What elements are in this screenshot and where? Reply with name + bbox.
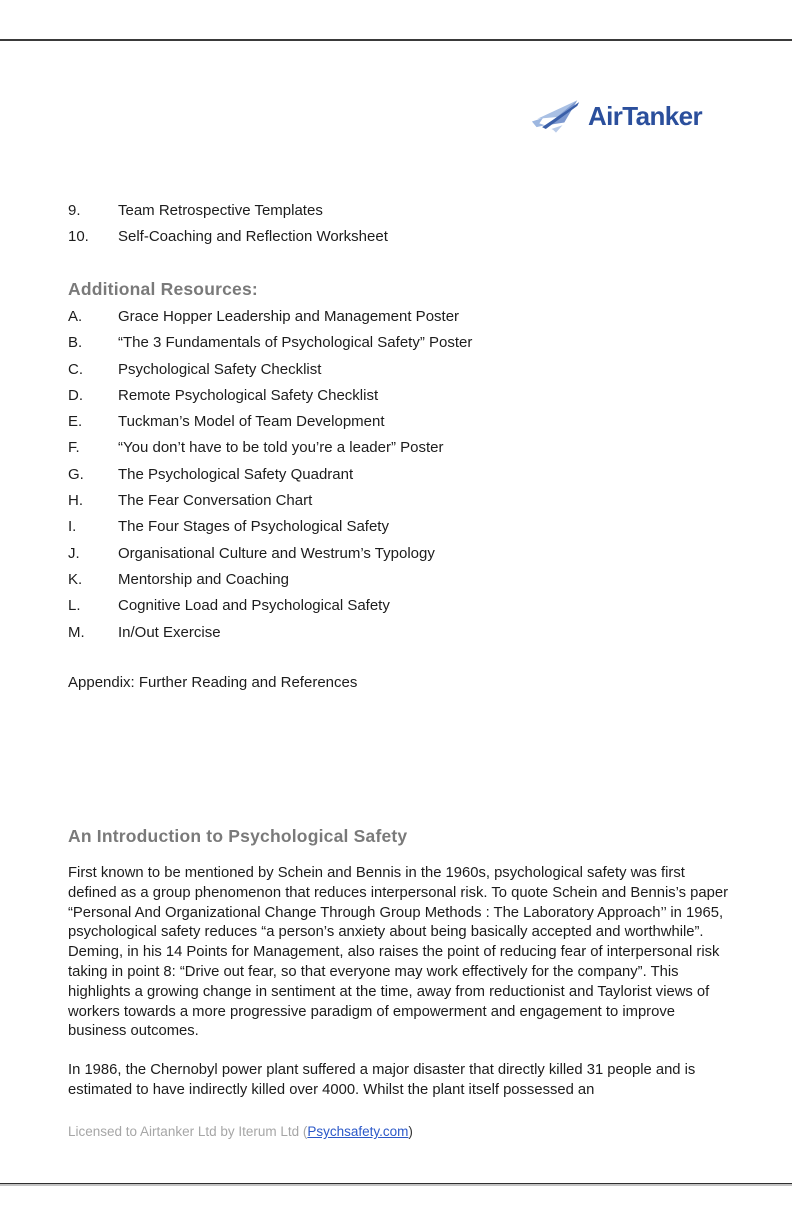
list-item-marker: E.	[68, 413, 83, 431]
section-heading: An Introduction to Psychological Safety	[68, 826, 408, 846]
license-footer	[68, 1124, 413, 1139]
list-item-label: The Four Stages of Psychological Safety	[118, 518, 389, 536]
license-text-suffix: )	[408, 1124, 413, 1139]
page-bottom-rule	[0, 1183, 792, 1186]
list-item-label: Cognitive Load and Psychological Safety	[118, 597, 390, 615]
list-item-label: Grace Hopper Leadership and Management Poster	[118, 308, 460, 325]
list-item-label: In/Out Exercise	[118, 623, 221, 641]
list-item-label: Tuckman’s Model of Team Development	[118, 413, 385, 431]
list-item-marker: F.	[68, 439, 80, 457]
toc-item-label: Team Retrospective Templates	[118, 202, 323, 219]
list-item	[68, 518, 730, 536]
toc-item-marker: 10.	[68, 228, 89, 246]
toc-item-marker: 9.	[68, 202, 81, 219]
list-item	[68, 439, 730, 457]
toc-item	[68, 202, 730, 220]
body-paragraph: First known to be mentioned by Schein and Bennis in the 1960s, psychological safety was first defined as a group phenomenon that reduces interpersonal risk. To quote Schein and Bennis’s paper “Personal And Organizational Change Through Group Methods : The Laboratory Approach’’ in 1965, psychological safety reduces “a person’s anxiety about being basically accepted and worthwhile”. Deming, in his 14 Points for Management, also raises the point of reducing fear of interpersonal risk taking in point 8: “Drive out fear, so that everyone may work effectively for the company”. This highlights a growing change in sentiment at the time, away from reductionist and Taylorist views of workers towards a more progressive paradigm of empowerment and engagement to improve business outcomes.	[68, 865, 729, 1040]
list-item	[68, 466, 730, 484]
toc-item	[68, 228, 730, 246]
list-item-marker: J.	[68, 544, 80, 562]
additional-resources-heading: Additional Resources:	[68, 279, 258, 299]
list-item	[68, 624, 730, 642]
list-item	[68, 545, 730, 563]
list-item-marker: G.	[68, 465, 84, 483]
list-item-label: The Fear Conversation Chart	[118, 492, 313, 510]
list-item	[68, 413, 730, 431]
toc-list	[68, 202, 730, 255]
appendix-line: Appendix: Further Reading and References	[68, 674, 358, 691]
list-item-label: “The 3 Fundamentals of Psychological Safety” Poster	[118, 334, 473, 352]
list-item-marker: L.	[68, 597, 81, 615]
list-item-label: Psychological Safety Checklist	[118, 360, 322, 378]
list-item-label: Organisational Culture and Westrum’s Typology	[118, 544, 435, 562]
list-item	[68, 361, 730, 379]
airtanker-logo	[531, 96, 702, 136]
list-item-marker: A.	[68, 308, 83, 325]
list-item	[68, 308, 730, 326]
list-item	[68, 571, 730, 589]
airtanker-logo-text: AirTanker	[587, 100, 702, 131]
list-item	[68, 492, 730, 510]
list-item-marker: H.	[68, 492, 83, 510]
list-item	[68, 334, 730, 352]
list-item-label: Mentorship and Coaching	[118, 570, 289, 588]
list-item-marker: K.	[68, 570, 83, 588]
body-paragraph: In 1986, the Chernobyl power plant suffered a major disaster that directly killed 31 people and is estimated to have indirectly killed over 4000. Whilst the plant itself possessed an	[68, 1062, 696, 1098]
list-item-marker: I.	[68, 518, 77, 536]
list-item-marker: D.	[68, 386, 83, 404]
page-top-rule	[0, 39, 792, 41]
additional-resources-list	[68, 308, 730, 650]
list-item-label: The Psychological Safety Quadrant	[118, 465, 354, 483]
toc-item-label: Self-Coaching and Reflection Worksheet	[118, 228, 388, 246]
list-item-marker: C.	[68, 360, 83, 378]
list-item	[68, 597, 730, 615]
airtanker-plane-icon	[531, 96, 581, 136]
list-item-label: “You don’t have to be told you’re a leader” Poster	[118, 439, 444, 457]
psychsafety-link[interactable]: Psychsafety.com	[307, 1124, 409, 1139]
list-item-label: Remote Psychological Safety Checklist	[118, 386, 379, 404]
list-item	[68, 387, 730, 405]
list-item-marker: B.	[68, 334, 83, 352]
list-item-marker: M.	[68, 623, 85, 641]
intro-section	[68, 826, 730, 1120]
license-text-prefix: Licensed to Airtanker Ltd by Iterum Ltd (	[68, 1124, 308, 1139]
